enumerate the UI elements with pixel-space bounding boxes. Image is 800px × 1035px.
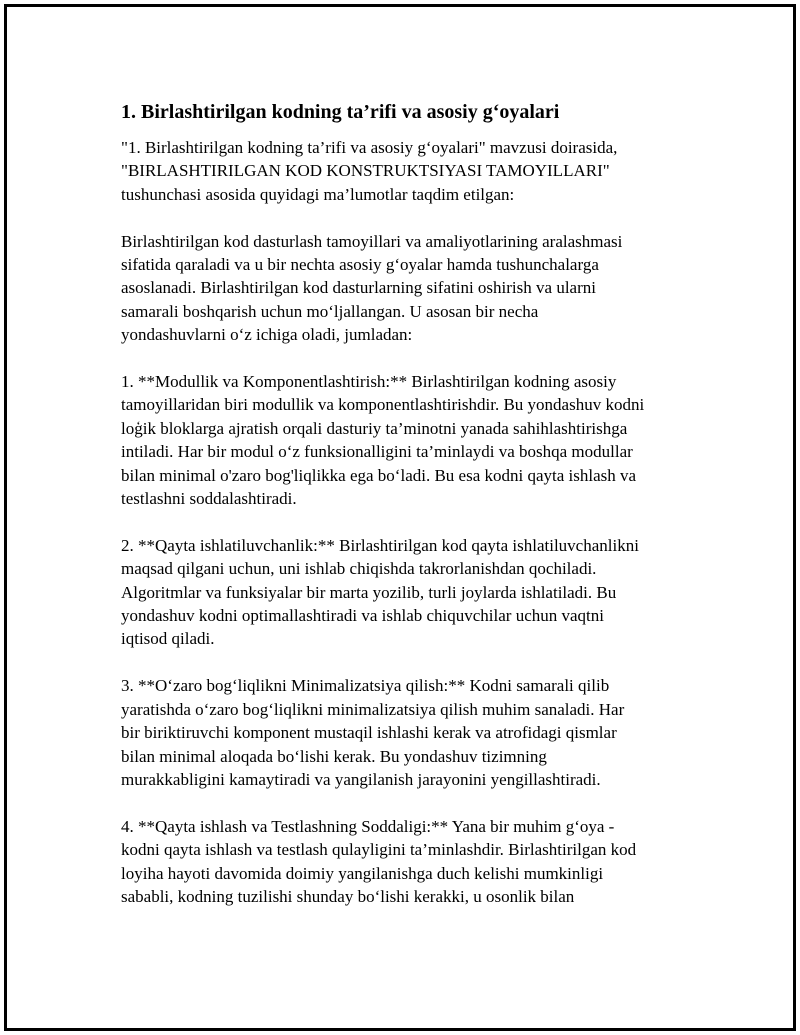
text-line: tushunchasi asosida quyidagi ma’lumotlar taqdim etilgan:: [121, 184, 515, 204]
paragraph-testing: [121, 815, 701, 909]
text-line: 1. **Modullik va Komponentlashtirish:** Birlashtirilgan kodning asosiy: [121, 372, 617, 392]
text-line: 2. **Qayta ishlatiluvchanlik:** Birlashtirilgan kod qayta ishlatiluvchanlikni: [121, 535, 639, 555]
text-line: Algoritmlar va funksiyalar bir marta yozilib, turli joylarda ishlatiladi. Bu: [121, 582, 617, 602]
text-line: Birlashtirilgan kod dasturlash tamoyillari va amaliyotlarining aralashmasi: [121, 231, 623, 251]
text-line: iqtisod qiladi.: [121, 629, 215, 649]
text-line: sababli, kodning tuzilishi shunday bo‘lishi kerakki, u osonlik bilan: [121, 886, 575, 906]
paragraph-reusability: [121, 534, 701, 651]
document-title: 1. Birlashtirilgan kodning ta’rifi va asosiy g‘oyalari: [121, 101, 560, 123]
text-line: asoslanadi. Birlashtirilgan kod dasturlarning sifatini oshirish va ularni: [121, 278, 596, 298]
text-line: loģik bloklarga ajratish orqali dasturiy ta’minotni yanada sahihlashtirishga: [121, 418, 628, 438]
page-frame: [4, 4, 796, 1031]
text-line: bilan minimal aloqada bo‘lishi kerak. Bu yondashuv tizimning: [121, 746, 547, 766]
document-content: [121, 99, 701, 932]
paragraph-overview: [121, 230, 701, 347]
text-line: yondashuv kodni optimallashtiradi va ishlab chiquvchilar uchun vaqtni: [121, 606, 604, 626]
text-line: murakkabligini kamaytiradi va yangilanish jarayonini yengillashtiradi.: [121, 769, 601, 789]
text-line: bilan minimal o'zaro bog'liqlikka ega bo‘ladi. Bu esa kodni qayta ishlash va: [121, 465, 637, 485]
paragraph-coupling: [121, 674, 701, 791]
text-line: kodni qayta ishlash va testlash qulayligini ta’minlashdir. Birlashtirilgan kod: [121, 840, 637, 860]
text-line: sifatida qaraladi va u bir nechta asosiy g‘oyalar hamda tushunchalarga: [121, 255, 599, 275]
text-line: bir biriktiruvchi komponent mustaqil ishlashi kerak va atrofidagi qismlar: [121, 723, 617, 743]
text-line: 3. **O‘zaro bog‘liqlikni Minimalizatsiya qilish:** Kodni samarali qilib: [121, 676, 610, 696]
text-line: "1. Birlashtirilgan kodning ta’rifi va asosiy g‘oyalari" mavzusi doirasida,: [121, 138, 618, 157]
text-line: 4. **Qayta ishlash va Testlashning Soddaligi:** Yana bir muhim g‘oya -: [121, 816, 615, 836]
text-line: yondashuvlarni o‘z ichiga oladi, jumladan:: [121, 325, 413, 345]
text-line: "BIRLASHTIRILGAN KOD KONSTRUKTSIYASI TAMOYILLARI": [121, 161, 610, 181]
paragraph-intro: [121, 136, 701, 206]
text-line: maqsad qilgani uchun, uni ishlab chiqishda takrorlanishdan qochiladi.: [121, 559, 597, 579]
text-line: yaratishda o‘zaro bog‘liqlikni minimalizatsiya qilish muhim sanaladi. Har: [121, 699, 625, 719]
text-line: intiladi. Har bir modul o‘z funksionalligini ta’minlaydi va boshqa modullar: [121, 442, 633, 462]
text-line: loyiha hayoti davomida doimiy yangilanishga duch kelishi mumkinligi: [121, 863, 604, 883]
paragraph-modularity: [121, 370, 701, 510]
text-line: samarali boshqarish uchun mo‘ljallangan. U asosan bir necha: [121, 301, 539, 321]
text-line: testlashni soddalashtiradi.: [121, 489, 297, 509]
text-line: tamoyillaridan biri modullik va komponentlashtirishdir. Bu yondashuv kodni: [121, 395, 645, 415]
